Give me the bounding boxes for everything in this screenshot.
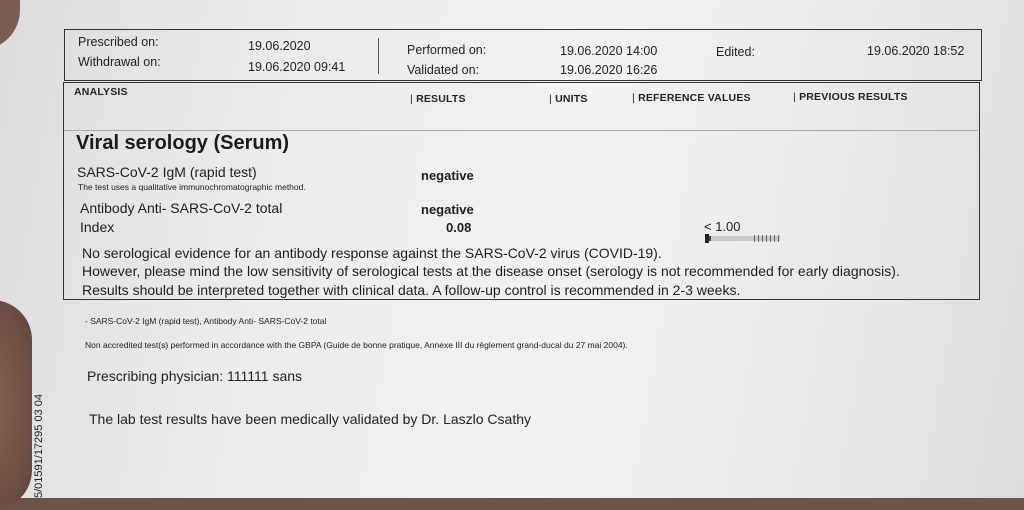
finger-holding-paper	[0, 300, 32, 510]
footer-validation: The lab test results have been medically validated by Dr. Laszlo Csathy	[89, 411, 532, 427]
column-analysis: ANALYSIS	[74, 86, 128, 98]
column-reference: | REFERENCE VALUES	[632, 92, 751, 104]
footer-tests-list: - SARS-CoV-2 IgM (rapid test), Antibody Anti- SARS-CoV-2 total	[85, 316, 327, 326]
header-box	[64, 29, 982, 81]
validated-value: 19.06.2020 16:26	[560, 63, 658, 77]
withdrawal-value: 19.06.2020 09:41	[248, 60, 346, 74]
row-index-reference: < 1.00	[704, 219, 741, 234]
row-igm-note: The test uses a qualitative immunochromatographic method.	[78, 182, 306, 192]
side-document-code: 5/01591/17295 03 04	[33, 394, 45, 498]
edited-value: 19.06.2020 18:52	[867, 44, 965, 58]
row-igm-value: negative	[421, 168, 474, 183]
footer-physician: Prescribing physician: 111111 sans	[87, 368, 303, 384]
row-index-label: Index	[80, 219, 115, 235]
column-previous-label: PREVIOUS RESULTS	[799, 91, 908, 103]
column-results-label: RESULTS	[416, 93, 466, 105]
row-antibody-value: negative	[421, 202, 474, 217]
row-antibody-label: Antibody Anti- SARS-CoV-2 total	[80, 200, 283, 216]
performed-value: 19.06.2020 14:00	[560, 44, 658, 58]
edited-label: Edited:	[716, 45, 755, 59]
comment-line-2: However, please mind the low sensitivity of serological tests at the disease onset (serology is not recommended for early diagnosis).	[82, 263, 900, 279]
reference-bar-ticks	[754, 235, 780, 242]
comment-line-1: No serological evidence for an antibody response against the SARS-CoV-2 virus (COVID-19).	[82, 245, 662, 261]
column-previous: | PREVIOUS RESULTS	[793, 91, 908, 103]
prescribed-value: 19.06.2020	[248, 39, 311, 53]
withdrawal-label: Withdrawal on:	[78, 55, 161, 69]
footer-accreditation: Non accredited test(s) performed in accordance with the GBPA (Guide de bonne pratique, Annexe III du règlement grand-ducal du 27 mai 2004).	[85, 340, 628, 350]
comment-line-3: Results should be interpreted together with clinical data. A follow-up control is recommended in 2-3 weeks.	[82, 282, 741, 298]
column-units-label: UNITS	[555, 93, 588, 105]
row-index-value: 0.08	[446, 220, 472, 235]
row-igm-label: SARS-CoV-2 IgM (rapid test)	[77, 164, 257, 180]
performed-label: Performed on:	[407, 43, 487, 57]
results-separator	[64, 130, 978, 131]
validated-label: Validated on:	[407, 63, 480, 77]
column-units: | UNITS	[549, 93, 588, 105]
reference-bar-marker	[705, 234, 709, 243]
column-reference-label: REFERENCE VALUES	[638, 92, 751, 104]
column-results: | RESULTS	[410, 93, 466, 105]
reference-range-bar	[705, 235, 780, 242]
header-divider	[378, 38, 379, 74]
section-title: Viral serology (Serum)	[76, 132, 290, 154]
prescribed-label: Prescribed on:	[78, 35, 159, 49]
